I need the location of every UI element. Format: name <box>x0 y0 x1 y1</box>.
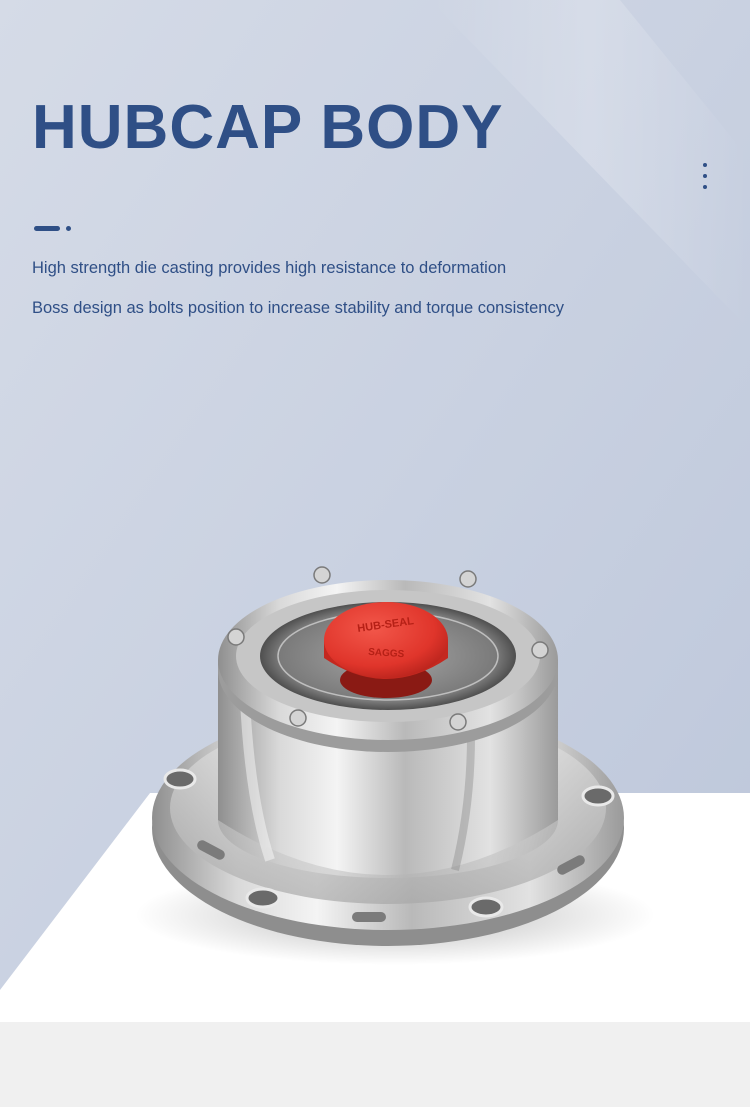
bolt-hole <box>470 898 502 916</box>
screw-icon <box>228 629 244 645</box>
bolt-hole <box>247 889 279 907</box>
red-plug <box>324 602 448 698</box>
feature-text: Boss design as bolts position to increase stability and torque consistency <box>32 299 564 317</box>
screw-icon <box>532 642 548 658</box>
bolt-hole <box>583 787 613 805</box>
screw-icon <box>460 571 476 587</box>
page-title: HUBCAP BODY <box>32 93 504 162</box>
screw-icon <box>290 710 306 726</box>
cap-brand-text: HUB-SEAL <box>356 615 415 635</box>
cap-model-text: SAGGS <box>367 646 405 661</box>
screw-icon <box>314 567 330 583</box>
feature-text: High strength die casting provides high resistance to deformation <box>32 259 507 277</box>
screw-icon <box>450 714 466 730</box>
bolt-hole <box>165 770 195 788</box>
